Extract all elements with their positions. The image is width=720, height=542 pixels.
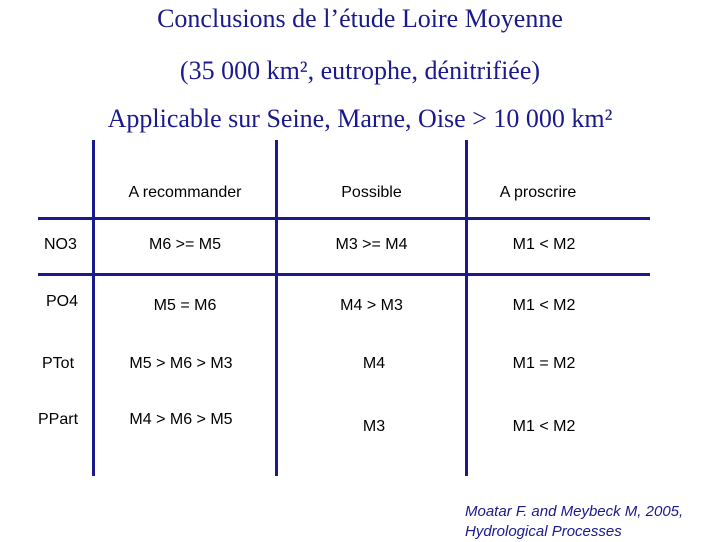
table-cell: M1 < M2 [512, 297, 576, 314]
citation [465, 502, 683, 542]
row-label-ptot: PTot [42, 355, 75, 372]
subtitle: (35 000 km², eutrophe, dénitrifiée) [179, 56, 541, 85]
table-cell: M3 [362, 418, 386, 435]
applicability-line: Applicable sur Seine, Marne, Oise > 10 000 km² [107, 104, 613, 133]
row-label-po4: PO4 [46, 293, 79, 310]
table-cell: M1 < M2 [512, 236, 576, 253]
row-label-no3: NO3 [44, 236, 77, 253]
header-proscrire: A proscrire [499, 184, 577, 201]
header-possible: Possible [341, 184, 402, 201]
table-cell: M4 [362, 355, 386, 372]
table-cell: M6 >= M5 [148, 236, 222, 253]
table-cell: M5 > M6 > M3 [129, 355, 233, 372]
grid-hline-1 [38, 217, 650, 220]
table-cell: M1 < M2 [512, 418, 576, 435]
table-cell: M4 > M3 [340, 297, 403, 314]
citation-journal: Hydrological Processes [465, 523, 622, 540]
grid-hline-2 [38, 273, 650, 276]
citation-authors: Moatar F. and Meybeck M, 2005, [465, 503, 684, 520]
table-cell: M1 = M2 [512, 355, 576, 372]
page-title: Conclusions de l’étude Loire Moyenne [157, 4, 563, 33]
row-label-ppart: PPart [38, 411, 79, 428]
table-cell: M3 >= M4 [335, 236, 408, 253]
header-recommander: A recommander [128, 184, 242, 201]
table-cell: M4 > M6 > M5 [129, 411, 233, 428]
table-cell: M5 = M6 [153, 297, 217, 314]
